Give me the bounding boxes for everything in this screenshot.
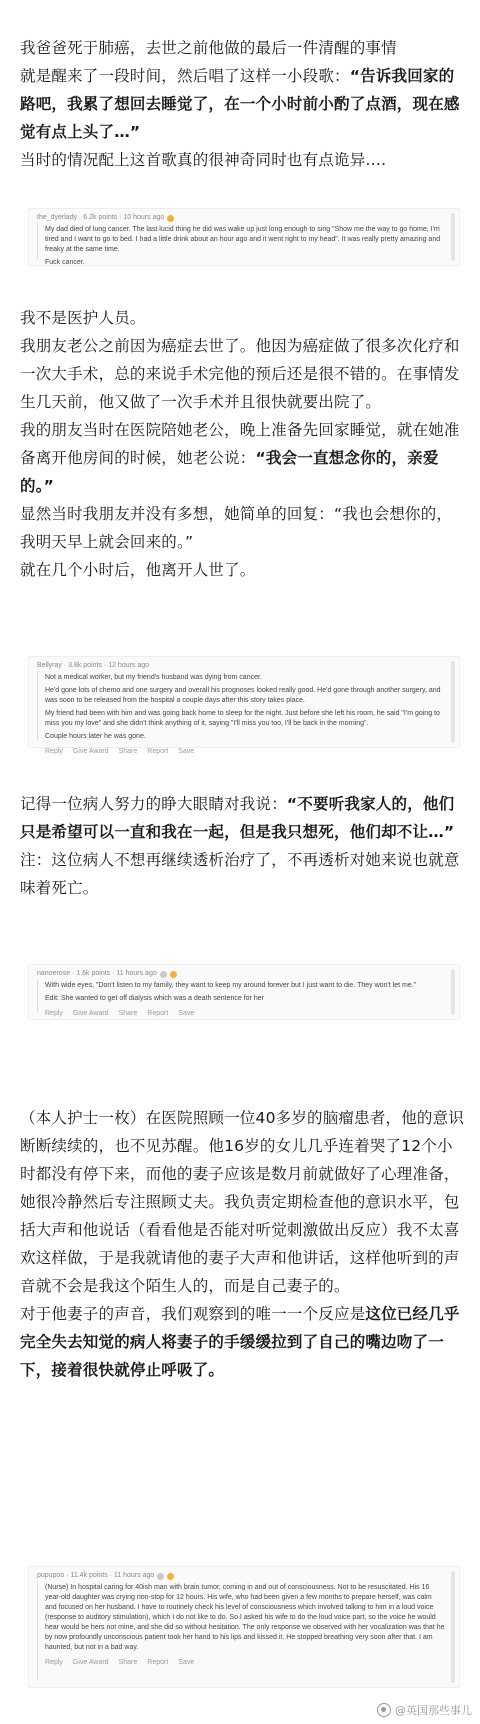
- comment-text: Not a medical worker, but my friend's husband was dying from cancer.: [45, 674, 262, 681]
- comment-text: (Nurse) In hospital caring for 40ish man with brain tumor, coming in and out of consciousness. Not to be resuscitated. His 16 year-old daughter was crying non-stop for 12 hours. His wife, who had been given a few months to prepare herself, was calm and focused on her husband. I have to routinely check his level of consciousness which involved talking to him in a loud voice (response to auditory stimulation), which I do not like to do. So I asked his wife to do the loud voice part, so the voice he would hear would be hers not mine, and she did so without hesitation. The only response we observed with her vocalization was that he by now profoundly unconscious patient took her hand to his lips and kissed it. He stopped breathing very soon after that. I am haunted, but not in a bad way.: [45, 1584, 445, 1651]
- story4-p1: （本人护士一枚）在医院照顾一位40多岁的脑瘤患者，他的意识断断续续的，也不见苏醒。他16岁的女儿几乎连着哭了12个小时都没有停下来，而他的妻子应该是数月前就做好了心理准备，她很冷静然后专注照顾丈夫。我负责定期检查他的意识水平，包括大声和他说话（看看他是否能对听觉刺激做出反应）我不太喜欢这样做，于是我就请他的妻子大声和他讲话，这样他听到的声音就不会是我这个陌生人的，而是自己妻子的。: [20, 1109, 465, 1295]
- weibo-watermark: [377, 1702, 472, 1718]
- story4-emphasis: 这位已经几乎完全失去知觉的病人将妻子的手缓缓拉到了自己的嘴边吻了一下，接着很快就停止呼吸了。: [20, 1305, 460, 1379]
- comment-text: With wide eyes, "Don't listen to my family, they want to keep my around forever but I just want to die. They won't let me.": [45, 982, 417, 989]
- story-1: [20, 34, 466, 174]
- award-icon: [170, 971, 177, 978]
- reddit-comment-card-4: [28, 1566, 460, 1688]
- reply-button[interactable]: Reply: [45, 748, 63, 755]
- scrollbar[interactable]: [451, 969, 455, 1015]
- story1-quote: “告诉我回家的路吧，我累了想回去睡觉了，在一个小时前小酌了点酒，现在感觉有点上头了…”: [20, 67, 460, 141]
- report-button[interactable]: Report: [147, 1010, 169, 1017]
- story-4: [20, 1104, 466, 1384]
- story2-p4: 显然当时我朋友并没有多想，她简单的回复：“我也会想你的，我明天早上就会回来的。”: [20, 505, 453, 551]
- comment-text: Edit: She wanted to get off dialysis which was a death sentence for her: [45, 995, 264, 1002]
- scrollbar[interactable]: [451, 213, 455, 261]
- give-award-button[interactable]: Give Award: [72, 748, 109, 755]
- comment-header: nanoerose · 1.6k points · 11 hours ago: [37, 970, 157, 977]
- comment-text: He'd gone lots of chemo and one surgery and overall his prognoses looked really good. He'd gone through another surgery, and was soon to be released from the hospital a couple days after this story takes place.: [45, 687, 441, 704]
- award-icon: [160, 971, 167, 978]
- save-button[interactable]: Save: [178, 1010, 195, 1017]
- story-2: [20, 304, 466, 584]
- comment-header: pupupoo · 11.4k points · 11 hours ago: [37, 1572, 155, 1579]
- reply-button[interactable]: Reply: [45, 1659, 63, 1666]
- story3-lead: 记得一位病人努力的睁大眼睛对我说：: [20, 795, 287, 813]
- reddit-comment-card-3: [28, 964, 460, 1020]
- comment-text: Fuck cancer.: [45, 259, 85, 266]
- award-icon: [167, 1573, 174, 1580]
- award-icon: [157, 1573, 164, 1580]
- story1-after: 当时的情况配上这首歌真的很神奇同时也有点诡异….: [20, 151, 387, 169]
- story1-line2: 就是醒来了一段时间，然后唱了这样一小段歌：: [20, 67, 350, 85]
- give-award-button[interactable]: Give Award: [72, 1659, 109, 1666]
- reddit-comment-card-1: [28, 208, 460, 266]
- story-3: [20, 790, 466, 902]
- story3-note: 注：这位病人不想再继续透析治疗了，不再透析对她来说也就意味着死亡。: [20, 851, 460, 897]
- comment-header: the_dyerlady · 6.2k points · 10 hours ago: [37, 214, 165, 221]
- comment-text: Couple hours later he was gone.: [45, 733, 146, 740]
- comment-text: My dad died of lung cancer. The last lucid thing he did was wake up just long enough to sing "Show me the way to go home, I'm tired and I want to go to bed. I had a little drink about an hour ago and it went right to my head". It was really pretty amazing and freaky at the same time.: [45, 226, 441, 253]
- story3-quote: “不要听我家人的，他们只是希望可以一直和我在一起，但是我只想死，他们却不让…”: [20, 795, 455, 841]
- story2-p5: 就在几个小时后，他离开人世了。: [20, 561, 256, 579]
- comment-header: Bellyray · 3.8k points · 12 hours ago: [37, 662, 150, 669]
- reply-button[interactable]: Reply: [45, 1010, 63, 1017]
- story2-quote: “我会一直想念你的，亲爱的。”: [20, 449, 439, 495]
- report-button[interactable]: Report: [147, 748, 169, 755]
- report-button[interactable]: Report: [147, 1659, 169, 1666]
- story2-p3: 我的朋友当时在医院陪她老公，晚上准备先回家睡觉，就在她准备离开他房间的时候，她老公说：: [20, 421, 460, 467]
- weibo-logo-icon: [377, 1703, 391, 1717]
- give-award-button[interactable]: Give Award: [72, 1010, 109, 1017]
- save-button[interactable]: Save: [178, 748, 195, 755]
- watermark-text: @英国那些事儿: [395, 1704, 472, 1717]
- share-button[interactable]: Share: [118, 748, 138, 755]
- reddit-comment-card-2: [28, 656, 460, 755]
- story2-p1: 我不是医护人员。: [20, 309, 146, 327]
- save-button[interactable]: Save: [178, 1659, 195, 1666]
- share-button[interactable]: Share: [118, 1659, 138, 1666]
- comment-text: My friend had been with him and was going back home to sleep for the night. Just before she left his room, he said "I'm going to miss you my love" and she didn't think anything of it, saying "I'll miss you too, I'll be back in the morning".: [45, 710, 440, 727]
- scrollbar[interactable]: [451, 661, 455, 743]
- story2-p2: 我朋友老公之前因为癌症去世了。他因为癌症做了很多次化疗和一次大手术，总的来说手术完他的预后还是很不错的。在事情发生几天前，他又做了一次手术并且很快就要出院了。: [20, 337, 460, 411]
- share-button[interactable]: Share: [118, 1010, 138, 1017]
- scrollbar[interactable]: [451, 1571, 455, 1683]
- award-icon: [167, 215, 174, 222]
- story1-line1: 我爸爸死于肺癌，去世之前他做的最后一件清醒的事情: [20, 39, 397, 57]
- story4-p2: 对于他妻子的声音，我们观察到的唯一一个反应是: [20, 1305, 366, 1323]
